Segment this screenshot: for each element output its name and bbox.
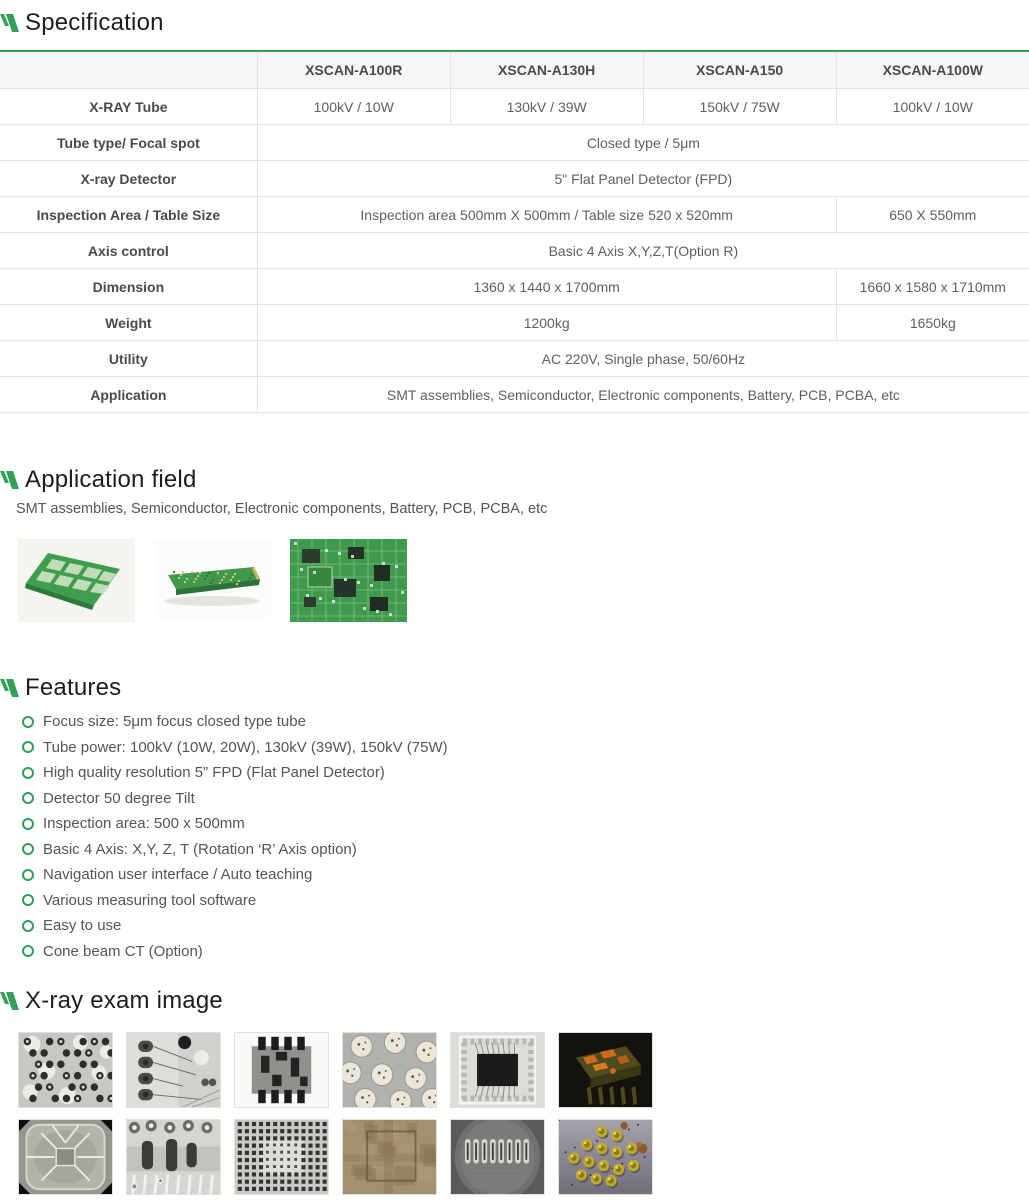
xray-exam-title <box>0 987 1029 1015</box>
spec-cell: 100kV / 10W <box>836 89 1029 125</box>
spec-cell: 1200kg <box>257 305 836 341</box>
spec-table-row <box>0 89 1029 125</box>
pcb-module-photo <box>154 539 271 622</box>
ic-leadframe-xray <box>234 1032 329 1108</box>
spec-table-row <box>0 305 1029 341</box>
feature-item-text: Inspection area: 500 x 500mm <box>43 815 245 832</box>
specification-title-text: Specification <box>25 9 164 36</box>
xray-exam-image-grid <box>18 1032 678 1195</box>
spec-row-label: X-ray Detector <box>0 161 257 197</box>
ring-bullet-icon <box>22 792 34 804</box>
spec-table-row <box>0 341 1029 377</box>
feature-item <box>22 841 1029 858</box>
pcb-ct-slice <box>342 1119 437 1195</box>
feature-item-text: Basic 4 Axis: X,Y, Z, T (Rotation ‘R’ Axis option) <box>43 840 357 858</box>
features-list <box>22 713 1029 960</box>
ring-bullet-icon <box>22 945 34 957</box>
section-specification <box>0 9 1029 413</box>
spec-table-row <box>0 161 1029 197</box>
ring-bullet-icon <box>22 894 34 906</box>
spec-row-label: X-RAY Tube <box>0 89 257 125</box>
spec-cell: 130kV / 39W <box>450 89 643 125</box>
spec-column-header: XSCAN-A100W <box>836 51 1029 89</box>
spec-row-label: Dimension <box>0 269 257 305</box>
spec-row-label: Weight <box>0 305 257 341</box>
spec-cell: Inspection area 500mm X 500mm / Table size 520 x 520mm <box>257 197 836 233</box>
feature-item <box>22 943 1029 960</box>
spec-cell: Basic 4 Axis X,Y,Z,T(Option R) <box>257 233 1029 269</box>
feature-item <box>22 892 1029 909</box>
spec-cell: Closed type / 5μm <box>257 125 1029 161</box>
spec-cell: 1650kg <box>836 305 1029 341</box>
solder-bumps-ct-render <box>558 1119 653 1195</box>
pcb-panel-photo <box>18 539 135 622</box>
feature-item-text: Tube power: 100kV (10W, 20W), 130kV (39W), 150kV (75W) <box>43 738 448 756</box>
spec-table-row <box>0 269 1029 305</box>
section-bullet-icon <box>0 471 19 489</box>
feature-item <box>22 815 1029 832</box>
ring-bullet-icon <box>22 767 34 779</box>
xray-exam-title-text: X-ray exam image <box>25 986 223 1014</box>
spec-cell: 1660 x 1580 x 1710mm <box>836 269 1029 305</box>
chip-3d-ct-render <box>558 1032 653 1108</box>
feature-item-text: Various measuring tool software <box>43 891 257 909</box>
spec-column-header: XSCAN-A150 <box>643 51 836 89</box>
application-field-title <box>0 466 1029 494</box>
features-title-text: Features <box>25 674 122 701</box>
specification-table <box>0 50 1029 413</box>
solder-balls-closeup-xray <box>342 1032 437 1108</box>
feature-item-text: Cone beam CT (Option) <box>43 942 203 960</box>
ring-bullet-icon <box>22 716 34 728</box>
spec-cell: SMT assemblies, Semiconductor, Electronic components, Battery, PCB, PCBA, etc <box>257 377 1029 413</box>
spec-cell: 100kV / 10W <box>257 89 450 125</box>
feature-item <box>22 739 1029 756</box>
spec-cell: AC 220V, Single phase, 50/60Hz <box>257 341 1029 377</box>
bga-solder-balls-xray <box>18 1032 113 1108</box>
section-bullet-icon <box>0 992 19 1010</box>
application-field-subtitle: SMT assemblies, Semiconductor, Electronic components, Battery, PCB, PCBA, etc <box>16 501 548 517</box>
spec-table-row <box>0 197 1029 233</box>
feature-item <box>22 713 1029 730</box>
feature-item <box>22 866 1029 883</box>
spec-row-label: Tube type/ Focal spot <box>0 125 257 161</box>
smartcard-chip-xray <box>18 1119 113 1195</box>
feature-item-text: Detector 50 degree Tilt <box>43 789 195 807</box>
spec-column-header: XSCAN-A100R <box>257 51 450 89</box>
spec-table-body <box>0 89 1029 413</box>
spec-row-label: Utility <box>0 341 257 377</box>
feature-item-text: Navigation user interface / Auto teaching <box>43 866 313 883</box>
spec-row-label: Application <box>0 377 257 413</box>
feature-item <box>22 790 1029 807</box>
spec-table-header-row <box>0 51 1029 89</box>
spec-cell: 5" Flat Panel Detector (FPD) <box>257 161 1029 197</box>
application-field-images <box>18 539 1029 622</box>
section-xray-exam <box>0 987 1029 1195</box>
feature-item <box>22 917 1029 934</box>
connector-pins-xray <box>450 1119 545 1195</box>
ring-bullet-icon <box>22 818 34 830</box>
spec-cell: 150kV / 75W <box>643 89 836 125</box>
feature-item <box>22 764 1029 781</box>
through-hole-joints-xray <box>126 1119 221 1195</box>
ring-bullet-icon <box>22 741 34 753</box>
spec-table-row <box>0 377 1029 413</box>
spec-cell: 650 X 550mm <box>836 197 1029 233</box>
spec-column-header: XSCAN-A130H <box>450 51 643 89</box>
ring-bullet-icon <box>22 843 34 855</box>
section-bullet-icon <box>0 14 19 32</box>
spec-row-label: Inspection Area / Table Size <box>0 197 257 233</box>
spec-table-row <box>0 233 1029 269</box>
application-field-title-text: Application field <box>25 466 197 493</box>
section-bullet-icon <box>0 679 19 697</box>
section-features <box>0 674 1029 960</box>
specification-title <box>0 9 1029 37</box>
qfp-package-xray <box>450 1032 545 1108</box>
pcb-closeup-photo <box>290 539 407 622</box>
feature-item-text: Focus size: 5μm focus closed type tube <box>43 713 306 730</box>
spec-table-row <box>0 125 1029 161</box>
ring-bullet-icon <box>22 920 34 932</box>
ring-bullet-icon <box>22 869 34 881</box>
feature-item-text: Easy to use <box>43 917 122 934</box>
feature-item-text: High quality resolution 5” FPD (Flat Panel Detector) <box>43 764 385 781</box>
section-application-field <box>0 466 1029 622</box>
spec-row-label: Axis control <box>0 233 257 269</box>
spec-cell: 1360 x 1440 x 1700mm <box>257 269 836 305</box>
bga-grid-xray <box>234 1119 329 1195</box>
features-title <box>0 674 1029 702</box>
axial-capacitors-xray <box>126 1032 221 1108</box>
spec-column-header <box>0 51 257 89</box>
